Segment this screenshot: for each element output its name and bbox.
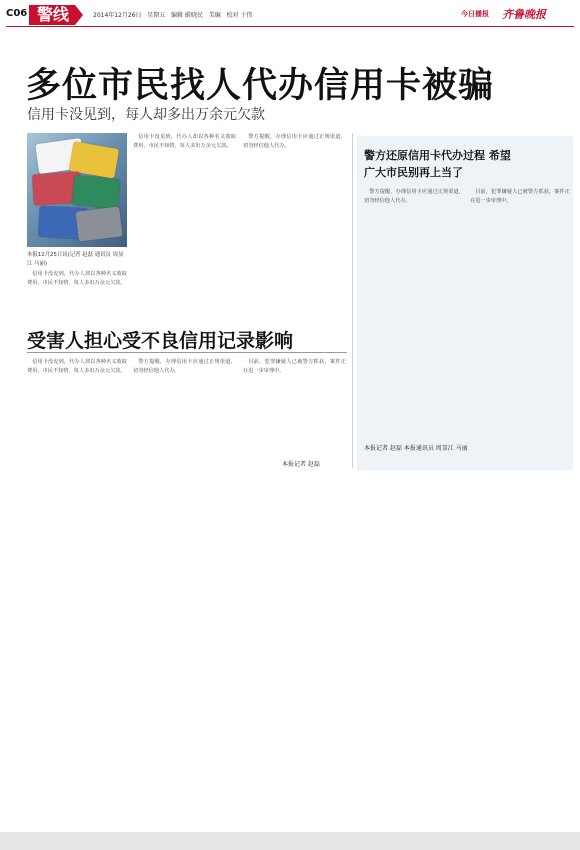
sidebar-column-2-text: 目前，犯罪嫌疑人已被警方抓获，案件正在进一步审理中。 xyxy=(470,189,570,204)
paper-logo: 齐鲁晚报 xyxy=(502,8,546,21)
sidebar-byline: 本报记者 赵磊 本报通讯员 周显江 马丽 xyxy=(364,445,468,452)
issue-date: 2014年12月26日 xyxy=(93,12,142,19)
issue-meta xyxy=(93,10,252,19)
brand-tag: 今日播报 xyxy=(461,10,489,18)
body-column-2-text: 信用卡没见到，代办人却以各种名义收取费用，市民不知情，每人多出万余元欠款。 xyxy=(133,134,236,149)
issue-weekday: 星期五 xyxy=(147,12,166,19)
sidebar-title: 警方还原信用卡代办过程 希望广大市民别再上当了 xyxy=(364,149,511,179)
body-column-1-text: 信用卡没见到，代办人却以各种名义收取费用，市民不知情，每人多出万余元欠款。 xyxy=(27,271,127,286)
section-label: 警线 xyxy=(29,5,75,25)
section2-column-3-text: 目前，犯罪嫌疑人已被警方抓获，案件正在进一步审理中。 xyxy=(243,359,346,374)
subheadline: 信用卡没见到，每人却多出万余元欠款 xyxy=(27,107,265,123)
main-headline: 多位市民找人代办信用卡被骗 xyxy=(26,66,495,106)
section2-column-3 xyxy=(243,358,346,458)
page-number: C06 xyxy=(6,8,28,19)
section2-byline: 本报记者 赵磊 xyxy=(282,461,320,468)
sidebar-column-1 xyxy=(364,188,464,443)
section-arrow xyxy=(75,5,83,25)
editor: 编辑 蔚晓民 xyxy=(171,12,203,19)
section2-rule xyxy=(27,352,347,353)
section2-column-1 xyxy=(27,358,127,458)
column-divider xyxy=(352,133,353,468)
page-footer-band xyxy=(0,832,580,850)
credit-cards-photo xyxy=(27,133,127,247)
body-column-3 xyxy=(243,133,346,305)
section2-headline: 受害人担心受不良信用记录影响 xyxy=(27,330,294,352)
section2-column-2-text: 警方提醒，办理信用卡应通过正规渠道，切勿轻信他人代办。 xyxy=(133,359,236,374)
proofreader: 校对 于伟 xyxy=(226,12,253,19)
body-column-3-text: 警方提醒，办理信用卡应通过正规渠道，切勿轻信他人代办。 xyxy=(243,134,346,149)
section2-column-1-text: 信用卡没见到，代办人却以各种名义收取费用，市民不知情，每人多出万余元欠款。 xyxy=(27,359,127,374)
designer: 美编 xyxy=(208,12,221,19)
photo-caption: 本报12月25日讯(记者 赵磊 通讯员 周显江 马丽) xyxy=(27,252,124,267)
body-column-2 xyxy=(133,133,236,305)
section-tag xyxy=(29,5,83,25)
sidebar-column-1-text: 警方提醒，办理信用卡应通过正规渠道，切勿轻信他人代办。 xyxy=(364,189,464,204)
body-column-1 xyxy=(27,270,127,304)
sidebar-column-2 xyxy=(470,188,570,443)
header-rule xyxy=(6,26,574,27)
section2-column-2 xyxy=(133,358,236,458)
